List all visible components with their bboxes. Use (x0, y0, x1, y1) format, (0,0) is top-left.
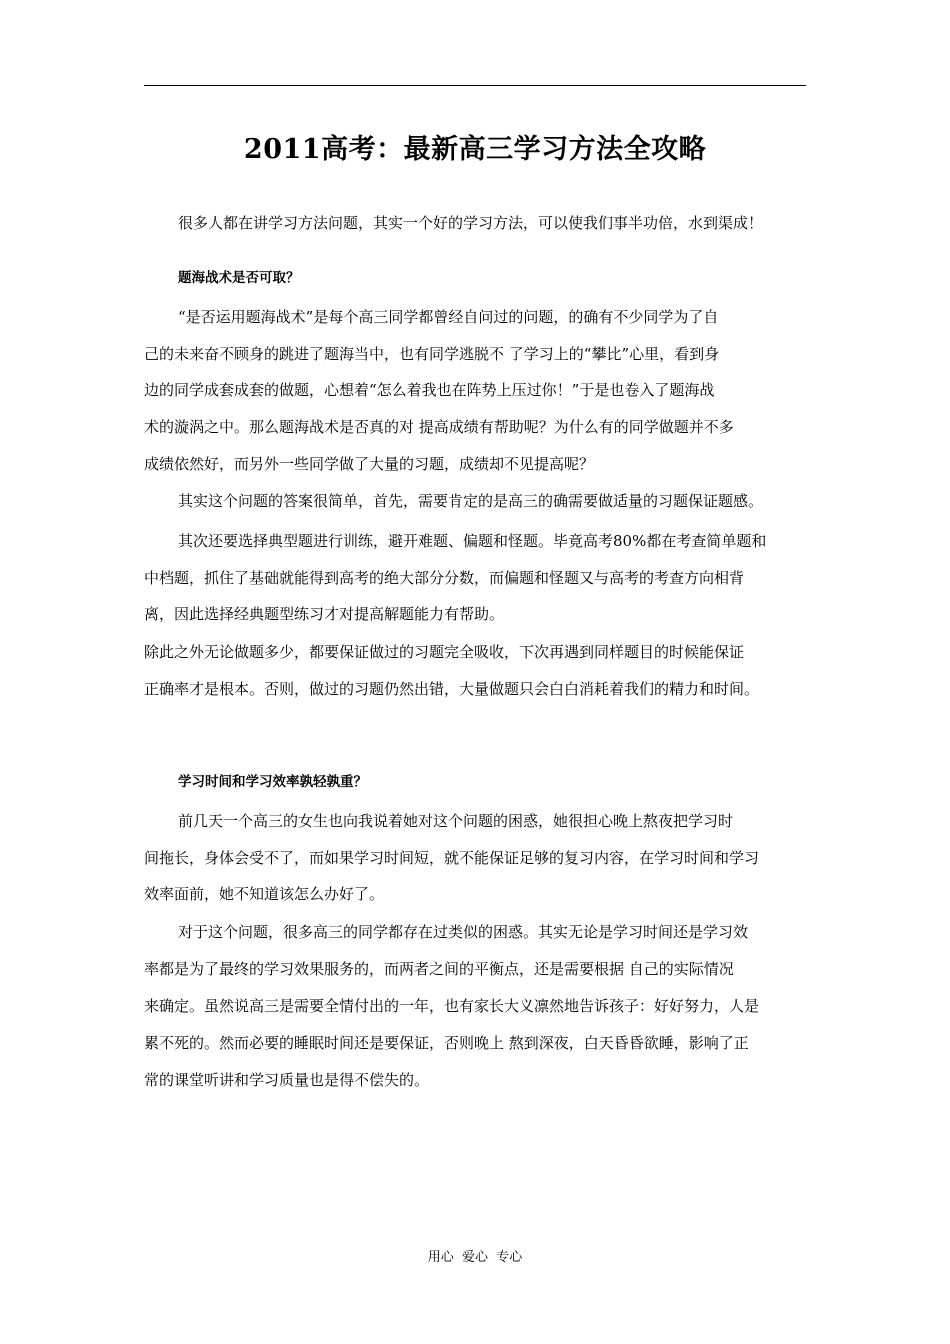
paragraph-line: 间拖长，身体会受不了，而如果学习时间短，就不能保证足够的复习内容，在学习时间和学习 (144, 849, 760, 867)
paragraph-line: 成绩依然好，而另外一些同学做了大量的习题，成绩却不见提高呢？ (144, 455, 595, 473)
header-rule (144, 85, 806, 86)
paragraph-line: 其实这个问题的答案很简单，首先，需要肯定的是高三的确需要做适量的习题保证题感。 (178, 492, 764, 510)
page-footer: 用心 爱心 专心 (427, 1250, 523, 1265)
paragraph-line: 来确定。虽然说高三是需要全情付出的一年，也有家长大义凛然地告诉孩子：好好努力，人是 (144, 997, 760, 1015)
intro-paragraph: 很多人都在讲学习方法问题，其实一个好的学习方法，可以使我们事半功倍，水到渠成！ (178, 214, 764, 232)
paragraph-line: 边的同学成套成套的做题，心想着“怎么着我也在阵势上压过你！”于是也卷入了题海战 (144, 381, 715, 399)
paragraph-line: 常的课堂听讲和学习质量也是得不偿失的。 (144, 1071, 430, 1089)
paragraph-line: 除此之外无论做题多少，都要保证做过的习题完全吸收，下次再遇到同样题目的时候能保证 (144, 643, 745, 661)
paragraph-line: 离，因此选择经典题型练习才对提高解题能力有帮助。 (144, 605, 505, 623)
paragraph-line: 率都是为了最终的学习效果服务的，而两者之间的平衡点，还是需要根据 自己的实际情况 (144, 960, 734, 978)
paragraph-line: 己的未来奋不顾身的跳进了题海当中，也有同学逃脱不 了学习上的“攀比”心里，看到身 (144, 345, 720, 363)
paragraph-line: 正确率才是根本。否则，做过的习题仍然出错，大量做题只会白白消耗着我们的精力和时间。 (144, 680, 760, 698)
section-heading-1: 题海战术是否可取？ (178, 270, 300, 286)
paragraph-line: 中档题，抓住了基础就能得到高考的绝大部分分数，而偏题和怪题又与高考的考查方向相背 (144, 569, 745, 587)
paragraph-line: 累不死的。然而必要的睡眠时间还是要保证，否则晚上 熬到深夜，白天昏昏欲睡，影响了正 (144, 1034, 749, 1052)
document-title: 2011高考：最新高三学习方法全攻略 (243, 134, 707, 165)
section-heading-2: 学习时间和学习效率孰轻孰重？ (178, 774, 367, 790)
paragraph-line: 前几天一个高三的女生也向我说着她对这个问题的困惑，她很担心晚上熬夜把学习时 (178, 812, 734, 830)
paragraph-line: 效率面前，她不知道该怎么办好了。 (144, 885, 385, 903)
paragraph-line: 术的漩涡之中。那么题海战术是否真的对 提高成绩有帮助呢？为什么有的同学做题并不多 (144, 418, 734, 436)
paragraph-line: 其次还要选择典型题进行训练，避开难题、偏题和怪题。毕竟高考80%都在考查简单题和 (178, 532, 767, 550)
paragraph-line: “是否运用题海战术”是每个高三同学都曾经自问过的问题，的确有不少同学为了自 (178, 308, 719, 326)
paragraph-line: 对于这个问题，很多高三的同学都存在过类似的困惑。其实无论是学习时间还是学习效 (178, 923, 749, 941)
